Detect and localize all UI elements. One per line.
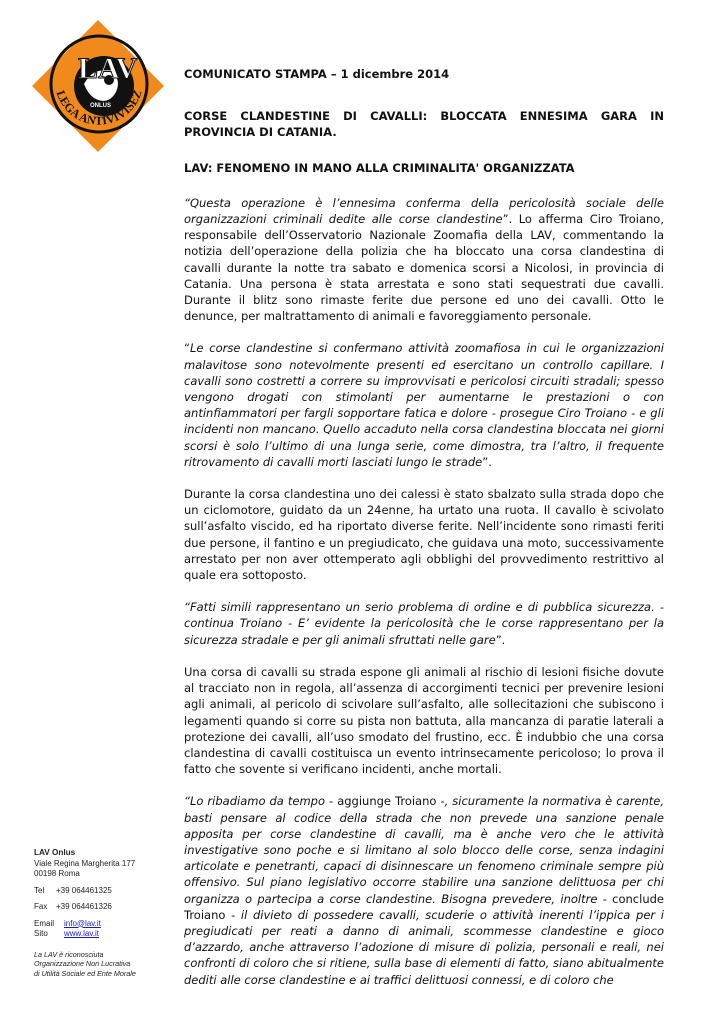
tel-label: Tel	[34, 885, 45, 895]
paragraph-2	[184, 340, 664, 470]
paragraph-6-quote-b: , sicuramente la normativa è carente, basti pensare al codice della strada che non prevede una sanzione penale apposita per corse clandestine di cavalli, ma è anche vero che le attività investigative sono poche e si limitano al solo blocco delle corse, senza indagini articolate e penetranti, capaci di disinnescare un fenomeno criminale sempre più offensivo. Sul piano legislativo occorre stabilire una sanzione delittuosa per chi organizza o partecipa a corse clandestine. Bisogna prevedere, inoltre	[184, 794, 664, 906]
site-label: Sito	[34, 929, 48, 938]
logo-ring-text: LEGA ANTIVIVISEZ	[53, 88, 145, 128]
paragraph-1	[184, 195, 664, 325]
paragraph-4	[184, 599, 664, 648]
tel-value: +39 064461325	[56, 885, 112, 895]
address-line-2: 00198 Roma	[34, 869, 80, 878]
logo-main-text: LAV	[78, 52, 138, 85]
site-link[interactable]: www.lav.it	[64, 929, 99, 938]
paragraph-1-quote: “Questa operazione è l’ennesima conferma della pericolosità sociale delle organizzazioni criminali dedite alle corse clandestine	[184, 195, 664, 227]
paragraph-6-quote-a: “Lo ribadiamo da tempo	[184, 794, 325, 809]
fax-value: +39 064461326	[56, 902, 112, 911]
contact-sidebar	[34, 848, 164, 978]
paragraph-4-close: ”.	[495, 632, 506, 647]
fax-label: Fax	[34, 902, 48, 911]
email-label: Email	[34, 918, 55, 928]
paragraph-5: Una corsa di cavalli su strada espone gli animali al rischio di lesioni fisiche dovute al tracciato non in regola, all’assenza di accorgimenti tecnici per prevenire lesioni agli animali, al pericolo di scivolare sull’asfalto, alle sollecitazioni che subiscono i legamenti quando si corre su pista non battuta, alla mancanza di paratie laterali a protezione dei cavalli, all’uso smodato del frustino, ecc. È indubbio che una corsa clandestina di cavalli costituisca un evento intrinsecamente pericoloso; lo prova il fatto che sovente si verificano incidenti, anche mortali.	[184, 664, 664, 777]
fax-row	[34, 902, 164, 913]
paragraph-3: Durante la corsa clandestina uno dei calessi è stato sbalzato sulla strada dopo che un ciclomotore, guidato da un 24enne, ha urtato una ruota. Il cavallo è scivolato sull’asfalto viscido, ed ha riportato diverse ferite. Nell’incidente sono rimasti feriti due persone, il fantino e un pregiudicato, che guidava una moto, successivamente arrestato per non aver ottemperato agli obblighi del provvedimento restrittivo al quale era sottoposto.	[184, 487, 664, 583]
site-row	[34, 929, 164, 940]
document-title: COMUNICATO STAMPA – 1 dicembre 2014	[184, 67, 450, 81]
paragraph-2-close: ”.	[482, 454, 492, 469]
tel-row	[34, 886, 164, 897]
paragraph-4-quote: “Fatti simili rappresentano un serio problema di ordine e di pubblica sicurezza. - continua Troiano - E’ evidente la pericolosità che le corse rappresentano per la sicurezza stradale e per gli animali sfruttati nelle gare	[184, 600, 664, 647]
org-name: LAV Onlus	[34, 848, 76, 857]
lav-logo-mark	[30, 18, 166, 154]
legal-note-line-1: La LAV è riconosciuta	[34, 949, 104, 959]
address-line-1: Viale Regina Margherita 177	[34, 858, 136, 868]
paragraph-6-attribution-a: - aggiunge Troiano -	[325, 794, 445, 809]
headline: CORSE CLANDESTINE DI CAVALLI: BLOCCATA ENNESIMA GARA IN PROVINCIA DI CATANIA.	[184, 109, 664, 140]
legal-note-line-2: Organizzazione Non Lucrativa	[34, 959, 131, 969]
paragraph-2-quote: Le corse clandestine si confermano attività zoomafiosa in cui le organizzazioni malavitose sono notevolmente presenti ed esercitano un controllo capillare. I cavalli sono costretti a correre su improvvisati e pericolosi circuiti stradali; spesso vengono drogati con stimolanti per aumentarne le prestazioni o con antinfiammatori per fargli sopportare fatica e dolore - prosegue Ciro Troiano - e gli incidenti non mancano. Quello accaduto nella corsa clandestina bloccata nei giorni scorsi è solo l’ultimo di una lunga serie, come dimostra, tra l’altro, il frequente ritrovamento di cavalli morti lasciati lungo le strade	[184, 341, 664, 469]
paragraph-6-attribution-b: - conclude Troiano -	[184, 891, 664, 922]
email-row	[34, 919, 164, 930]
subheadline: LAV: FENOMENO IN MANO ALLA CRIMINALITA' ORGANIZZATA	[184, 160, 575, 175]
legal-note-line-3: di Utilità Sociale ed Ente Morale	[34, 968, 136, 978]
logo-badge-text: ONLUS	[90, 103, 111, 109]
press-release-body	[184, 66, 664, 988]
lav-logo	[30, 18, 166, 154]
paragraph-6-quote-c: il divieto di possedere cavalli, scuderie o attività inerenti l’ippica per i pregiudicati per reati a danno di animali, scommesse clandestine e gioco d’azzardo, anche attraverso l’adozione di misure di polizia, personali e reali, nei confronti di coloro che si ritiene, sulla base di elementi di fatto, siano abitualmente dediti alle corse clandestine e ai traffici delittuosi connessi, e di coloro che	[184, 907, 664, 987]
paragraph-2-open: “	[184, 341, 190, 356]
paragraph-6	[184, 793, 664, 987]
paragraph-1-text: ”. Lo afferma Ciro Troiano, responsabile dell’Osservatorio Nazionale Zoomafia della LAV, commentando la notizia dell’operazione della polizia che ha bloccato una corsa clandestina di cavalli durante la notte tra sabato e domenica scorsi a Nicolosi, in provincia di Catania. Una persona è stata arrestata e sono stati sequestrati due cavalli. Durante il blitz sono rimaste ferite due persone ed uno dei cavalli. Otto le denunce, per maltrattamento di animali e favoreggiamento personale.	[184, 212, 664, 324]
legal-note	[34, 950, 164, 979]
email-link[interactable]: info@lav.it	[64, 918, 101, 928]
